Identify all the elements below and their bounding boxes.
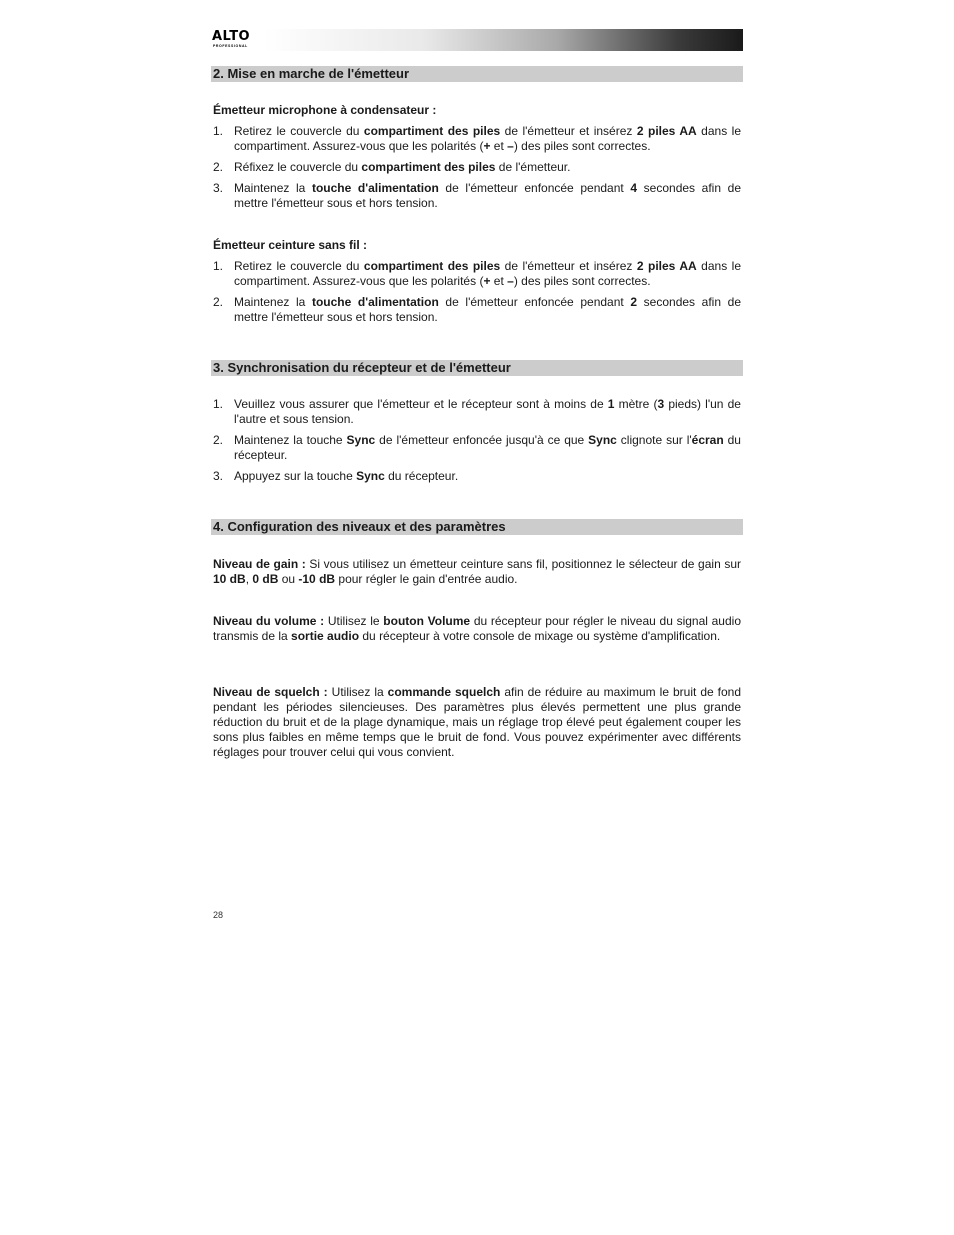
list-item: 3. Maintenez la touche d'alimentation de l'émetteur enfoncée pendant 4 secondes afin de mettre l'émetteur sous et hors tension. <box>213 181 741 210</box>
alto-logo <box>211 30 263 50</box>
list-item: 1. Retirez le couvercle du compartiment des piles de l'émetteur et insérez 2 piles AA dans le compartiment. Assurez-vous que les polarités (+ et –) des piles sont correctes. <box>213 124 742 153</box>
logo-wordmark: ALTO <box>212 29 251 44</box>
section-title: 3. Synchronisation du récepteur et de l'émetteur <box>213 360 511 375</box>
section-heading-3 <box>211 360 743 376</box>
list-item: 2. Maintenez la touche Sync de l'émetteur enfoncée jusqu'à ce que Sync clignote sur l'écran du récepteur. <box>213 433 741 462</box>
section-heading-2 <box>211 66 743 82</box>
list-item: 2. Réfixez le couvercle du compartiment des piles de l'émetteur. <box>213 160 571 174</box>
section-heading-4 <box>211 519 743 535</box>
paragraph-volume: Niveau du volume : Utilisez le bouton Volume du récepteur pour régler le niveau du signal audio transmis de la sortie audio du récepteur à votre console de mixage ou système d'amplification. <box>213 614 741 643</box>
list-number: 2. <box>213 433 224 447</box>
list-item: 1. Veuillez vous assurer que l'émetteur et le récepteur sont à moins de 1 mètre (3 pieds) l'un de l'autre et sous tension. <box>213 397 741 426</box>
list-item: 1. Retirez le couvercle du compartiment des piles de l'émetteur et insérez 2 piles AA dans le compartiment. Assurez-vous que les polarités (+ et –) des piles sont correctes. <box>213 259 742 288</box>
page-number: 28 <box>213 910 224 920</box>
list-number: 3. <box>213 181 224 195</box>
list-number: 1. <box>213 397 224 411</box>
logo-subtitle: PROFESSIONAL <box>213 44 248 48</box>
paragraph-squelch: Niveau de squelch : Utilisez la commande squelch afin de réduire au maximum le bruit de fond pendant les périodes silencieuses. Des paramètres plus élevés permettent une plus grande réduction du bruit et de la plage dynamique, mais un réglage trop élevé peut également couper les sons plus faibles en même temps que le bruit de fond. Vous pouvez expérimenter avec différents réglages pour trouver celui qui vous convient. <box>213 685 742 759</box>
section-title: 4. Configuration des niveaux et des paramètres <box>213 519 506 534</box>
header-bar <box>211 29 743 51</box>
list-item: 3. Appuyez sur la touche Sync du récepteur. <box>213 469 459 483</box>
list-number: 1. <box>213 124 224 138</box>
list-item: 2. Maintenez la touche d'alimentation de l'émetteur enfoncée pendant 2 secondes afin de mettre l'émetteur sous et hors tension. <box>213 295 741 324</box>
list-number: 3. <box>213 469 224 483</box>
list-number: 1. <box>213 259 224 273</box>
subheading-beltpack: Émetteur ceinture sans fil : <box>213 238 368 252</box>
list-number: 2. <box>213 160 224 174</box>
list-number: 2. <box>213 295 224 309</box>
paragraph-gain: Niveau de gain : Si vous utilisez un émetteur ceinture sans fil, positionnez le sélecteur de gain sur 10 dB, 0 dB ou -10 dB pour régler le gain d'entrée audio. <box>213 557 742 586</box>
subheading-condenser: Émetteur microphone à condensateur : <box>213 103 437 117</box>
section-title: 2. Mise en marche de l'émetteur <box>213 66 410 81</box>
